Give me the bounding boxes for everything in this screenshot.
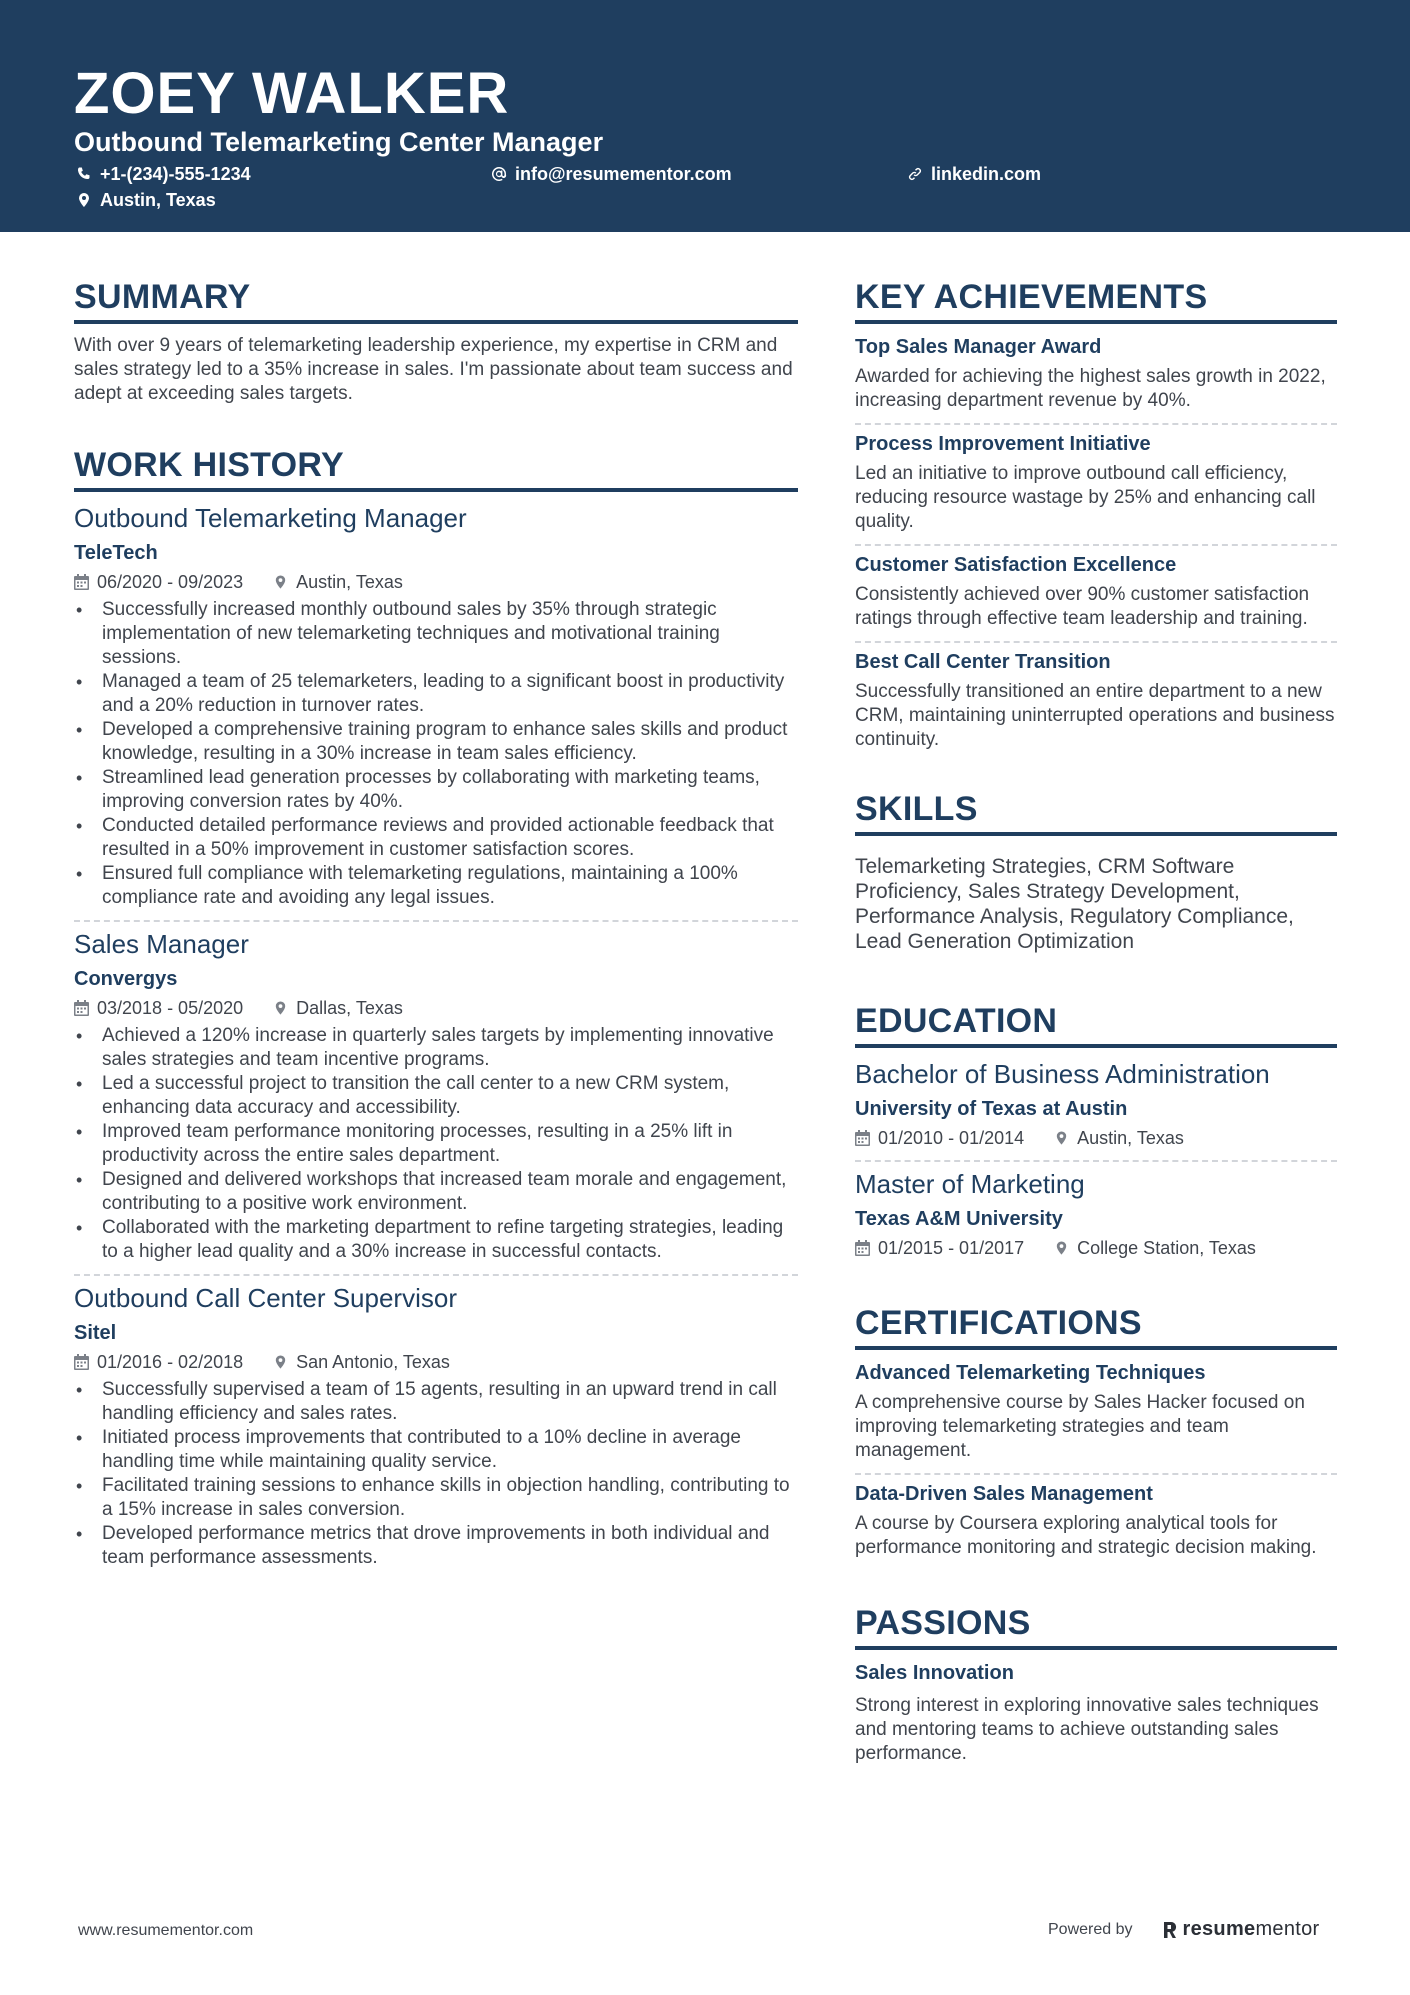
- resumementor-logo-icon: [1163, 1920, 1177, 1940]
- bullet-item: • Conducted detailed performance reviews and provided actionable feedback that resulted in a 50% improvement in customer satisfaction scores.: [102, 814, 798, 862]
- education-meta: [855, 1236, 1337, 1260]
- job-meta: [74, 996, 798, 1020]
- achievement-desc: Successfully transitioned an entire department to a new CRM, maintaining uninterrupted operations and business continuity.: [855, 681, 1335, 750]
- email-text: info@resumementor.com: [515, 164, 732, 184]
- entry-divider: [855, 423, 1337, 425]
- job-bullets: [74, 1378, 798, 1570]
- achievement-item: [855, 431, 1337, 534]
- job-dates: 06/2020 - 09/2023: [97, 572, 244, 592]
- brand-bold: resume: [1182, 1918, 1256, 1940]
- location-pin-icon: [1054, 1240, 1069, 1256]
- bullet-item: • Improved team performance monitoring processes, resulting in a 25% lift in productivity across the entire sales department.: [102, 1120, 798, 1168]
- job-bullets: [74, 598, 798, 910]
- job-bullets: [74, 1024, 798, 1264]
- education-location: Austin, Texas: [1077, 1128, 1184, 1148]
- degree-title: Bachelor of Business Administration: [855, 1059, 1270, 1089]
- job-title: Outbound Call Center Supervisor: [74, 1283, 457, 1313]
- job-location: San Antonio, Texas: [296, 1352, 450, 1372]
- certification-title: Advanced Telemarketing Techniques: [855, 1362, 1206, 1384]
- company-name: TeleTech: [74, 542, 158, 564]
- company-name: Convergys: [74, 968, 178, 990]
- brand-light: mentor: [1255, 1918, 1320, 1940]
- achievement-title: Top Sales Manager Award: [855, 336, 1102, 358]
- company-name: Sitel: [74, 1322, 117, 1344]
- website-text: linkedin.com: [931, 164, 1042, 184]
- bullet-item: • Developed a comprehensive training program to enhance sales skills and product knowledge, resulting in a 30% increase in team sales efficiency.: [102, 718, 798, 766]
- education-heading: EDUCATION: [855, 1000, 1337, 1048]
- bullet-item: • Successfully increased monthly outbound sales by 35% through strategic implementation of new telemarketing techniques and motivational training sessions.: [102, 598, 798, 670]
- candidate-headline: Outbound Telemarketing Center Manager: [74, 127, 604, 157]
- achievement-desc: Consistently achieved over 90% customer satisfaction ratings through effective team leadership and training.: [855, 584, 1310, 629]
- job-dates: 03/2018 - 05/2020: [97, 998, 244, 1018]
- left-column: [74, 276, 798, 1570]
- calendar-icon: [74, 1000, 89, 1016]
- bullet-item: • Streamlined lead generation processes by collaborating with marketing teams, improving conversion rates by 40%.: [102, 766, 798, 814]
- phone-icon: [76, 166, 92, 182]
- contact-location: [76, 189, 216, 211]
- entry-divider: [855, 544, 1337, 546]
- education-location: College Station, Texas: [1077, 1238, 1256, 1258]
- education-item: [855, 1058, 1337, 1150]
- bullet-item: • Initiated process improvements that contributed to a 10% decline in average handling time while maintaining quality service.: [102, 1426, 798, 1474]
- achievement-desc: Led an initiative to improve outbound call efficiency, reducing resource wastage by 25% and enhancing call quality.: [855, 463, 1316, 532]
- bullet-item: • Led a successful project to transition the call center to a new CRM system, enhancing data accuracy and accessibility.: [102, 1072, 798, 1120]
- summary-text: With over 9 years of telemarketing leadership experience, my expertise in CRM and sales strategy led to a 35% increase in sales. I'm passionate about team success and adept at exceeding sales targets.: [74, 335, 793, 404]
- certification-item: [855, 1360, 1337, 1463]
- summary-heading: SUMMARY: [74, 276, 798, 324]
- passions-heading: PASSIONS: [855, 1602, 1337, 1650]
- education-item: [855, 1168, 1337, 1260]
- entry-divider: [74, 1274, 798, 1276]
- footer-website[interactable]: www.resumementor.com: [78, 1922, 254, 1939]
- phone-text: +1-(234)-555-1234: [100, 164, 251, 184]
- entry-divider: [74, 920, 798, 922]
- resume-header: [0, 0, 1410, 232]
- certification-desc: A comprehensive course by Sales Hacker focused on improving telemarketing strategies and team management.: [855, 1392, 1305, 1461]
- resumementor-logo[interactable]: [1163, 1918, 1320, 1941]
- work-history-heading: WORK HISTORY: [74, 444, 798, 492]
- achievement-title: Customer Satisfaction Excellence: [855, 554, 1177, 576]
- calendar-icon: [74, 574, 89, 590]
- bullet-item: • Achieved a 120% increase in quarterly sales targets by implementing innovative sales strategies and team incentive programs.: [102, 1024, 798, 1072]
- job-entry: [74, 1282, 798, 1570]
- certification-desc: A course by Coursera exploring analytical tools for performance monitoring and strategic decision making.: [855, 1513, 1317, 1558]
- job-entry: [74, 928, 798, 1264]
- footer-powered-by: [1048, 1918, 1320, 1941]
- achievement-item: [855, 649, 1337, 752]
- degree-title: Master of Marketing: [855, 1169, 1085, 1199]
- job-entry: [74, 502, 798, 910]
- job-title: Outbound Telemarketing Manager: [74, 503, 467, 533]
- passion-desc: Strong interest in exploring innovative sales techniques and mentoring teams to achieve outstanding sales performance.: [855, 1695, 1319, 1764]
- education-dates: 01/2015 - 01/2017: [878, 1238, 1025, 1258]
- skills-heading: SKILLS: [855, 788, 1337, 836]
- job-location: Austin, Texas: [296, 572, 403, 592]
- certification-title: Data-Driven Sales Management: [855, 1483, 1153, 1505]
- skills-list: Telemarketing Strategies, CRM Software Proficiency, Sales Strategy Development, Performance Analysis, Regulatory Compliance, Lead Generation Optimization: [855, 855, 1294, 953]
- certification-item: [855, 1481, 1337, 1560]
- powered-by-label: Powered by: [1048, 1920, 1133, 1938]
- calendar-icon: [74, 1354, 89, 1370]
- location-text: Austin, Texas: [100, 190, 216, 210]
- job-meta: [74, 570, 798, 594]
- achievement-item: [855, 552, 1337, 631]
- calendar-icon: [855, 1130, 870, 1146]
- achievement-title: Best Call Center Transition: [855, 651, 1111, 673]
- bullet-item: • Developed performance metrics that drove improvements in both individual and team performance assessments.: [102, 1522, 798, 1570]
- link-icon: [907, 166, 923, 182]
- bullet-item: • Collaborated with the marketing department to refine targeting strategies, leading to a higher lead quality and a 30% increase in successful contacts.: [102, 1216, 798, 1264]
- job-location: Dallas, Texas: [296, 998, 403, 1018]
- location-pin-icon: [273, 1000, 288, 1016]
- education-meta: [855, 1126, 1337, 1150]
- bullet-item: • Designed and delivered workshops that increased team morale and engagement, contributing to a positive work environment.: [102, 1168, 798, 1216]
- right-column: [855, 276, 1337, 1766]
- contact-email: [491, 163, 732, 185]
- school-name: University of Texas at Austin: [855, 1098, 1128, 1120]
- bullet-item: • Managed a team of 25 telemarketers, leading to a significant boost in productivity and a 20% reduction in turnover rates.: [102, 670, 798, 718]
- at-icon: [491, 166, 507, 182]
- job-title: Sales Manager: [74, 929, 249, 959]
- passion-title: Sales Innovation: [855, 1662, 1014, 1684]
- education-dates: 01/2010 - 01/2014: [878, 1128, 1025, 1148]
- entry-divider: [855, 641, 1337, 643]
- job-dates: 01/2016 - 02/2018: [97, 1352, 244, 1372]
- achievement-item: [855, 334, 1337, 413]
- job-meta: [74, 1350, 798, 1374]
- candidate-name: ZOEY WALKER: [74, 61, 510, 126]
- certifications-heading: CERTIFICATIONS: [855, 1302, 1337, 1350]
- location-pin-icon: [273, 574, 288, 590]
- contact-phone: [76, 163, 251, 185]
- key-achievements-heading: KEY ACHIEVEMENTS: [855, 276, 1337, 324]
- location-pin-icon: [1054, 1130, 1069, 1146]
- bullet-item: • Facilitated training sessions to enhance skills in objection handling, contributing to a 15% increase in sales conversion.: [102, 1474, 798, 1522]
- location-pin-icon: [273, 1354, 288, 1370]
- achievement-desc: Awarded for achieving the highest sales growth in 2022, increasing department revenue by 40%.: [855, 366, 1326, 411]
- entry-divider: [855, 1160, 1337, 1162]
- calendar-icon: [855, 1240, 870, 1256]
- bullet-item: • Successfully supervised a team of 15 agents, resulting in an upward trend in call handling efficiency and sales rates.: [102, 1378, 798, 1426]
- passion-item: [855, 1660, 1337, 1766]
- bullet-item: • Ensured full compliance with telemarketing regulations, maintaining a 100% compliance rate and avoiding any legal issues.: [102, 862, 798, 910]
- contact-website: [907, 163, 1041, 185]
- entry-divider: [855, 1473, 1337, 1475]
- school-name: Texas A&M University: [855, 1208, 1063, 1230]
- achievement-title: Process Improvement Initiative: [855, 433, 1151, 455]
- location-pin-icon: [76, 192, 92, 208]
